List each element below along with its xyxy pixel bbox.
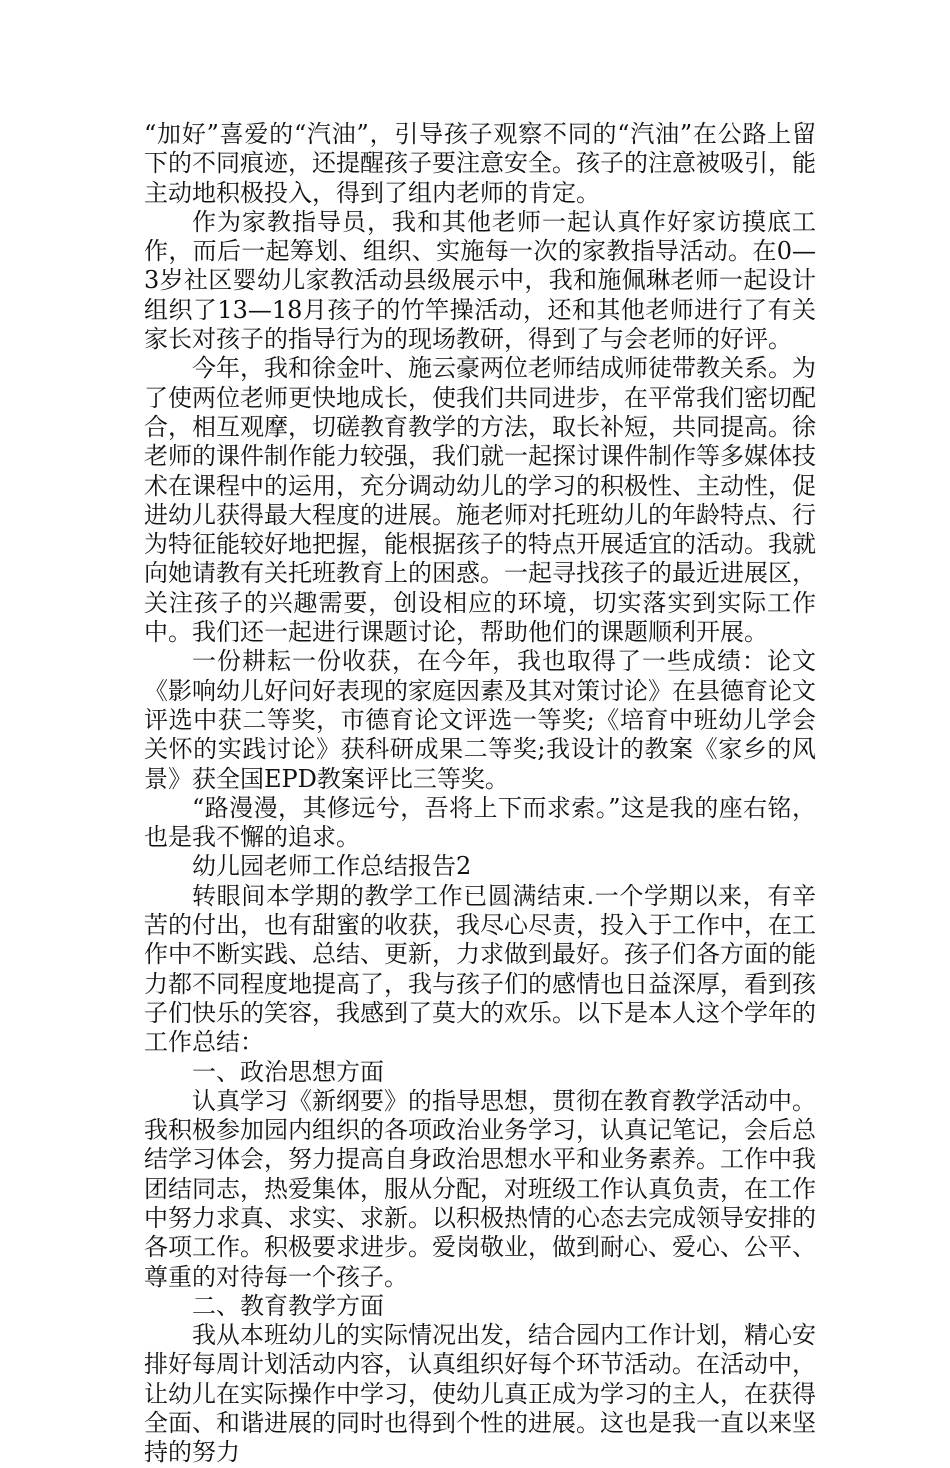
paragraph: 一份耕耘一份收获，在今年，我也取得了一些成绩：论文《影响幼儿好问好表现的家庭因素及其对策讨论》在县德育论文评选中获二等奖，市德育论文评选一等奖;《培育中班幼儿学会关怀的实践讨论》获科研成果二等奖;我设计的教案《家乡的风景》获全国EPD教案评比三等奖。 — [144, 647, 816, 793]
paragraph: 转眼间本学期的教学工作已圆满结束.一个学期以来，有辛苦的付出，也有甜蜜的收获，我尽心尽责，投入于工作中，在工作中不断实践、总结、更新，力求做到最好。孩子们各方面的能力都不同程度地提高了，我与孩子们的感情也日益深厚，看到孩子们快乐的笑容，我感到了莫大的欢乐。以下是本人这个学年的工作总结： — [144, 881, 816, 1057]
paragraph: 作为家教指导员，我和其他老师一起认真作好家访摸底工作，而后一起筹划、组织、实施每一次的家教指导活动。在0—3岁社区婴幼儿家教活动县级展示中，我和施佩琳老师一起设计组织了13—18月孩子的竹竿操活动，还和其他老师进行了有关家长对孩子的指导行为的现场教研，得到了与会老师的好评。 — [144, 207, 816, 354]
paragraph: 认真学习《新纲要》的指导思想，贯彻在教育教学活动中。我积极参加园内组织的各项政治业务学习，认真记笔记，会后总结学习体会，努力提高自身政治思想水平和业务素养。工作中我团结同志，热爱集体，服从分配，对班级工作认真负责，在工作中努力求真、求实、求新。以积极热情的心态去完成领导安排的各项工作。积极要求进步。爱岗敬业，做到耐心、爱心、公平、尊重的对待每一个孩子。 — [144, 1086, 816, 1291]
paragraph: “路漫漫，其修远兮，吾将上下而求索。”这是我的座右铭，也是我不懈的追求。 — [144, 793, 816, 852]
paragraph: “加好”喜爱的“汽油”，引导孩子观察不同的“汽油”在公路上留下的不同痕迹，还提醒孩子要注意安全。孩子的注意被吸引，能主动地积极投入，得到了组内老师的肯定。 — [144, 120, 816, 207]
section-title: 幼儿园老师工作总结报告2 — [192, 852, 472, 881]
paragraph: 我从本班幼儿的实际情况出发，结合园内工作计划，精心安排好每周计划活动内容，认真组织好每个环节活动。在活动中，让幼儿在实际操作中学习，使幼儿真正成为学习的主人，在获得全面、和谐进展的同时也得到个性的进展。这也是我一直以来坚持的努力 — [144, 1321, 816, 1467]
document-body — [144, 120, 816, 1468]
section-heading: 一、政治思想方面 — [192, 1057, 384, 1086]
section-heading: 二、教育教学方面 — [192, 1291, 384, 1320]
paragraph: 今年，我和徐金叶、施云豪两位老师结成师徒带教关系。为了使两位老师更快地成长，使我们共同进步，在平常我们密切配合，相互观摩，切磋教育教学的方法，取长补短，共同提高。徐老师的课件制作能力较强，我们就一起探讨课件制作等多媒体技术在课程中的运用，充分调动幼儿的学习的积极性、主动性，促进幼儿获得最大程度的进展。施老师对托班幼儿的年龄特点、行为特征能较好地把握，能根据孩子的特点开展适宜的活动。我就向她请教有关托班教育上的困惑。一起寻找孩子的最近进展区，关注孩子的兴趣需要，创设相应的环境，切实落实到实际工作中。我们还一起进行课题讨论，帮助他们的课题顺利开展。 — [144, 354, 816, 647]
